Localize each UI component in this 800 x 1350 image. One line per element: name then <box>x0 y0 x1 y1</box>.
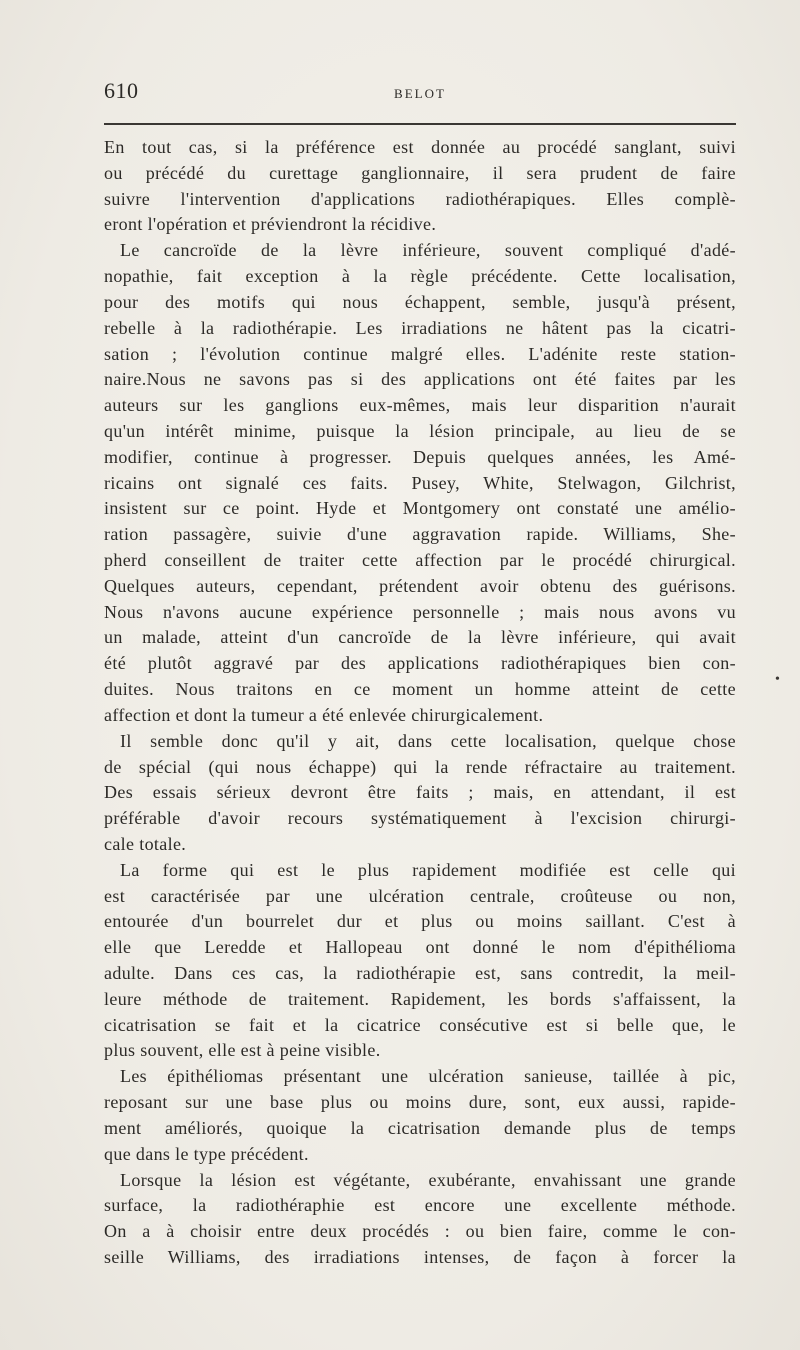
text-line: naire.Nous ne savons pas si des applications ont été faites par les <box>104 369 736 390</box>
text-line: leure méthode de traitement. Rapidement, les bords s'affaissent, la <box>104 988 736 1009</box>
text-line: nopathie, fait exception à la règle précédente. Cette localisation, <box>104 266 736 287</box>
text-line: cale totale. <box>104 833 187 854</box>
text-line: modifier, continue à progresser. Depuis quelques années, les Amé- <box>104 446 736 467</box>
text-line: reposant sur une base plus ou moins dure, sont, eux aussi, rapide- <box>104 1092 736 1113</box>
text-line: ment améliorés, quoique la cicatrisation demande plus de temps <box>104 1117 736 1138</box>
text-line: La forme qui est le plus rapidement modifiée est celle qui <box>120 859 736 880</box>
text-line: pour des motifs qui nous échappent, semble, jusqu'à présent, <box>104 291 736 312</box>
text-line: plus souvent, elle est à peine visible. <box>104 1040 381 1061</box>
text-line: un malade, atteint d'un cancroïde de la lèvre inférieure, qui avait <box>104 627 736 648</box>
text-line: surface, la radiothéraphie est encore une excellente méthode. <box>104 1195 736 1216</box>
text-line: Le cancroïde de la lèvre inférieure, souvent compliqué d'adé- <box>120 240 736 261</box>
text-line: Les épithéliomas présentant une ulcération sanieuse, taillée à pic, <box>120 1066 736 1087</box>
text-line: rebelle à la radiothérapie. Les irradiations ne hâtent pas la cicatri- <box>104 317 736 338</box>
text-line: ricains ont signalé ces faits. Pusey, White, Stelwagon, Gilchrist, <box>104 472 736 493</box>
text-line: Lorsque la lésion est végétante, exubérante, envahissant une grande <box>120 1169 736 1190</box>
text-line: préférable d'avoir recours systématiquement à l'excision chirurgi- <box>104 808 736 829</box>
text-line: auteurs sur les ganglions eux-mêmes, mais leur disparition n'aurait <box>104 395 736 416</box>
text-line: entourée d'un bourrelet dur et plus ou moins saillant. C'est à <box>104 911 736 932</box>
body-text <box>104 135 736 1271</box>
text-line: Nous n'avons aucune expérience personnelle ; mais nous avons vu <box>104 601 736 622</box>
page-number: 610 <box>104 78 139 103</box>
margin-mark: • <box>775 672 780 687</box>
header-rule <box>104 123 736 125</box>
text-line: de spécial (qui nous échappe) qui la rende réfractaire au traitement. <box>104 756 736 777</box>
text-line: adulte. Dans ces cas, la radiothérapie est, sans contredit, la meil- <box>104 963 736 983</box>
text-line: elle que Leredde et Hallopeau ont donné le nom d'épithélioma <box>104 937 736 958</box>
running-head: BELOT <box>394 86 446 101</box>
text-line: suivre l'intervention d'applications radiothérapiques. Elles complè- <box>104 188 736 209</box>
text-line: été plutôt aggravé par des applications radiothérapiques bien con- <box>104 653 736 674</box>
text-line: eront l'opération et préviendront la récidive. <box>104 214 437 235</box>
text-line: En tout cas, si la préférence est donnée au procédé sanglant, suivi <box>104 137 736 157</box>
text-line: que dans le type précédent. <box>104 1143 309 1164</box>
text-line: seille Williams, des irradiations intenses, de façon à forcer la <box>104 1246 736 1267</box>
text-line: Quelques auteurs, cependant, prétendent avoir obtenu des guérisons. <box>104 575 736 596</box>
text-line: est caractérisée par une ulcération centrale, croûteuse ou non, <box>104 885 736 906</box>
text-line: Des essais sérieux devront être faits ; mais, en attendant, il est <box>104 782 736 803</box>
text-line: duites. Nous traitons en ce moment un homme atteint de cette <box>104 679 736 700</box>
text-line: qu'un intérêt minime, puisque la lésion principale, au lieu de se <box>104 420 736 441</box>
text-line: insistent sur ce point. Hyde et Montgomery ont constaté une amélio- <box>104 498 736 519</box>
text-line: pherd conseillent de traiter cette affection par le procédé chirurgical. <box>104 550 736 570</box>
text-line: ration passagère, suivie d'une aggravation rapide. Williams, She- <box>104 524 736 545</box>
text-line: ou précédé du curettage ganglionnaire, il sera prudent de faire <box>104 162 736 183</box>
text-line: sation ; l'évolution continue malgré elles. L'adénite reste station- <box>104 343 736 364</box>
text-line: cicatrisation se fait et la cicatrice consécutive est si belle que, le <box>104 1014 736 1035</box>
page-header <box>104 78 736 108</box>
text-line: Il semble donc qu'il y ait, dans cette localisation, quelque chose <box>120 730 736 751</box>
text-line: affection et dont la tumeur a été enlevée chirurgicalement. <box>104 704 544 725</box>
text-line: On a à choisir entre deux procédés : ou bien faire, comme le con- <box>104 1221 736 1242</box>
